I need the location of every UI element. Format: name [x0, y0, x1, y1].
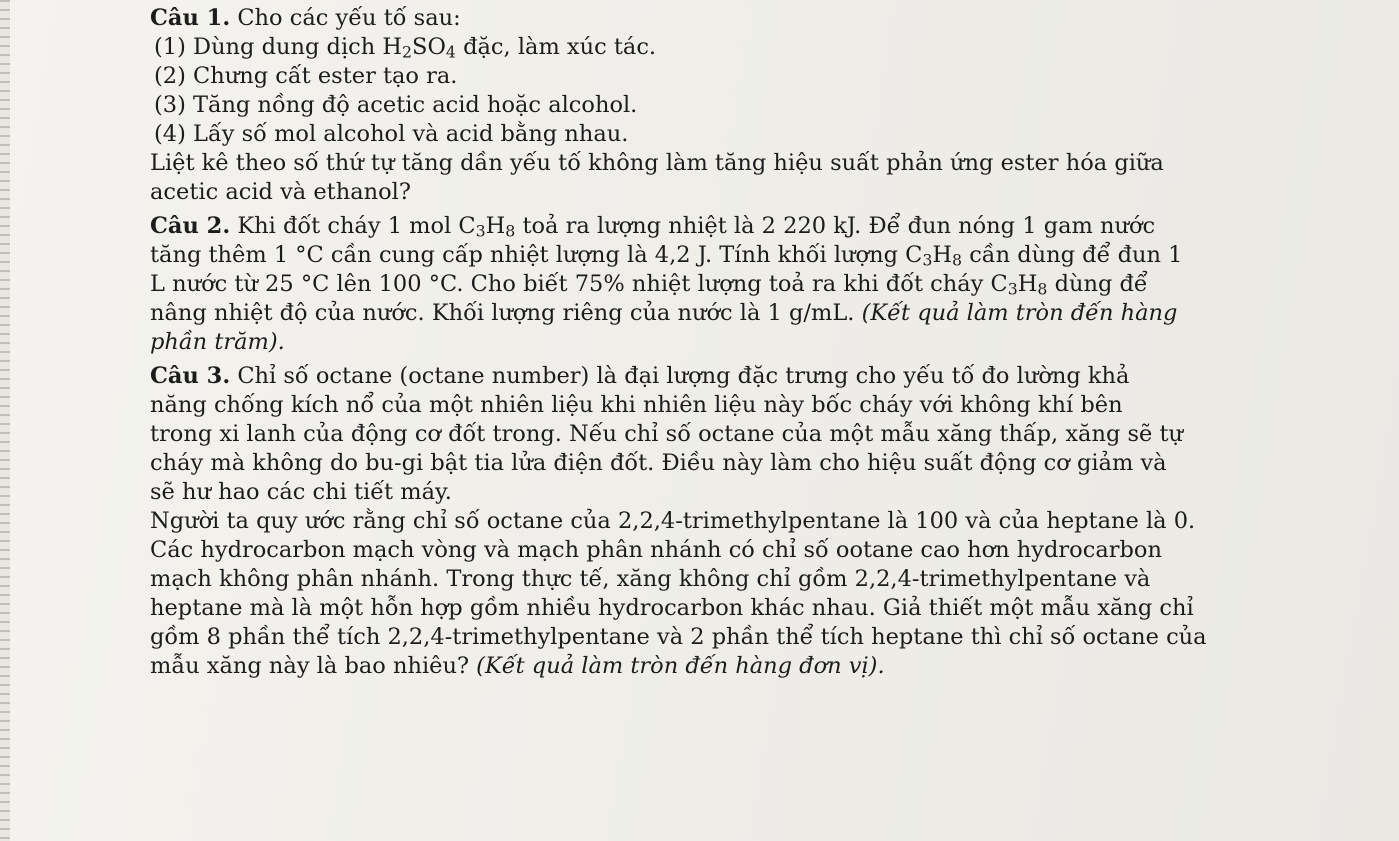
binder-edge	[0, 0, 10, 841]
q1-item-2: (2) Chưng cất ester tạo ra.	[154, 63, 458, 89]
q1-item-3: (3) Tăng nồng độ acetic acid hoặc alcohol.	[154, 92, 638, 118]
q2-line-4: nâng nhiệt độ của nước. Khối lượng riêng của nước là 1 g/mL. (Kết quả làm tròn đến hàng	[150, 300, 1178, 326]
q2-line-2: tăng thêm 1 °C cần cung cấp nhiệt lượng là 4,2 J. Tính khối lượng $C_3H_8$ cần dùng để đun 1	[150, 242, 1183, 270]
q3-line-8: mạch không phân nhánh. Trong thực tế, xăng không chỉ gồm 2,2,4-trimethylpentane và	[150, 566, 1151, 592]
q1-question-line-2: acetic acid và ethanol?	[150, 179, 411, 205]
q2-rounding-note: (Kết quả làm tròn đến hàng	[861, 300, 1178, 326]
q2-line-1: Câu 2. Khi đốt cháy 1 mol $C_3H_8$ toả ra lượng nhiệt là 2 220 kJ. Để đun nóng 1 gam nước	[150, 213, 1156, 241]
q3-line-4: cháy mà không do bu-gi bật tia lửa điện đốt. Điều này làm cho hiệu suất động cơ giảm và	[150, 450, 1167, 476]
q3-line-7: Các hydrocarbon mạch vòng và mạch phân nhánh có chỉ số ootane cao hơn hydrocarbon	[150, 537, 1162, 563]
q1-item-1: (1) Dùng dung dịch $H_2SO_4$ đặc, làm xúc tác.	[154, 34, 657, 62]
question-text	[150, 4, 1350, 681]
q2-line-5: phần trăm).	[150, 329, 285, 355]
q3-rounding-note: (Kết quả làm tròn đến hàng đơn vị).	[476, 653, 885, 679]
q1-label: Câu 1.	[150, 5, 231, 31]
q1-title-line: Câu 1. Cho các yếu tố sau:	[150, 5, 461, 31]
q3-line-3: trong xi lanh của động cơ đốt trong. Nếu chỉ số octane của một mẫu xăng thấp, xăng sẽ tự	[150, 421, 1184, 447]
q1-question-line-1: Liệt kê theo số thứ tự tăng dần yếu tố không làm tăng hiệu suất phản ứng ester hóa giữa	[150, 150, 1164, 176]
q2-label: Câu 2.	[150, 213, 231, 239]
q3-label: Câu 3.	[150, 363, 231, 389]
q3-line-9: heptane mà là một hỗn hợp gồm nhiều hydrocarbon khác nhau. Giả thiết một mẫu xăng chỉ	[150, 595, 1194, 621]
q1-item-4: (4) Lấy số mol alcohol và acid bằng nhau.	[154, 121, 629, 147]
q3-line-10: gồm 8 phần thể tích 2,2,4-trimethylpentane và 2 phần thể tích heptane thì chỉ số octane của	[150, 624, 1207, 650]
q2-line-3: L nước từ 25 °C lên 100 °C. Cho biết 75% nhiệt lượng toả ra khi đốt cháy $C_3H_8$ dùng để	[150, 271, 1148, 299]
q3-line-5: sẽ hư hao các chi tiết máy.	[150, 479, 452, 505]
q3-line-1: Câu 3. Chỉ số octane (octane number) là đại lượng đặc trưng cho yếu tố đo lường khả	[150, 363, 1130, 389]
q3-line-6: Người ta quy ước rằng chỉ số octane của 2,2,4-trimethylpentane là 100 và của heptane là 0.	[150, 508, 1196, 534]
q3-line-2: năng chống kích nổ của một nhiên liệu khi nhiên liệu này bốc cháy với không khí bên	[150, 392, 1123, 418]
q3-line-11: mẫu xăng này là bao nhiêu? (Kết quả làm tròn đến hàng đơn vị).	[150, 653, 885, 679]
